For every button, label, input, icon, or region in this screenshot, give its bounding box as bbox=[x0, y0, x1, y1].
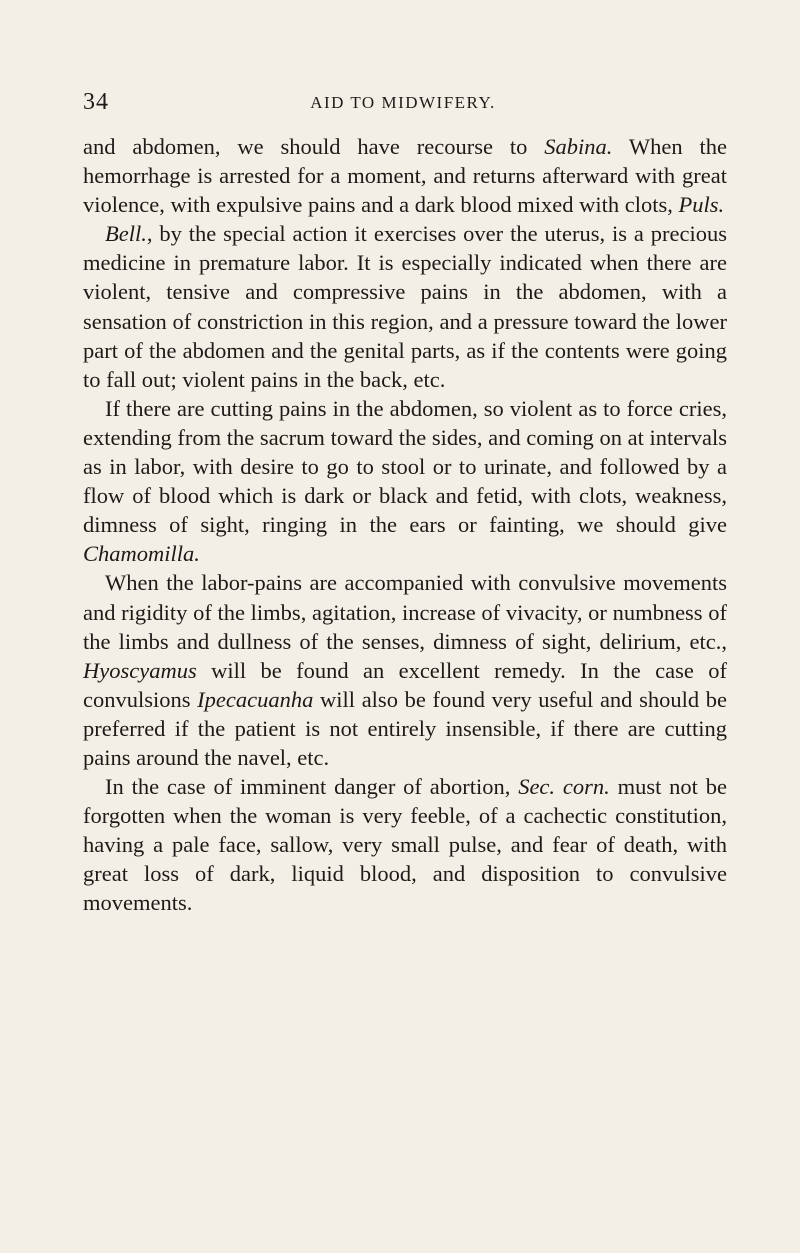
page-number: 34 bbox=[83, 89, 109, 115]
text-span: will be found an excellent remedy. In the case of convulsions bbox=[83, 657, 727, 712]
paragraph-sec-corn bbox=[83, 772, 727, 917]
text-span: When the labor-pains are accompanied with convulsive movements and rigidity of the limbs, agitation, increase of vivacity, or numbness of the limbs and dullness of the senses, dimness of sight, delirium, etc., bbox=[83, 570, 727, 654]
paragraph-chamomilla bbox=[83, 394, 727, 569]
text-span: will also be found very useful and should be preferred if the patient is not entirely insensible, if there are cutting pains around the navel, etc. bbox=[83, 686, 727, 770]
text-span: When the hemorrhage is arrested for a moment, and returns afterward with great violence, with expulsive pains and a dark blood mixed with clots, bbox=[83, 134, 727, 218]
remedy-name-ipecacuanha: Ipecacuanha bbox=[197, 686, 314, 712]
text-span: must not be forgotten when the woman is very feeble, of a cachectic constitution, having a pale face, sallow, very small pulse, and fear of death, with great loss of dark, liquid blood, and disposition to convulsive movements. bbox=[83, 774, 728, 916]
text-span: and abdomen, we should have recourse to bbox=[83, 134, 545, 159]
paragraph-hyoscyamus bbox=[83, 568, 727, 772]
text-span: If there are cutting pains in the abdomen, so violent as to force cries, extending from the sacrum toward the sides, and coming on at intervals as in labor, with desire to go to stool or to urinate, and followed by a flow of blood which is dark or black and fetid, with clots, weakness, dimness of sight, ringing in the ears or fainting, we should give bbox=[83, 395, 727, 538]
body-text bbox=[83, 132, 727, 918]
text-span: In the case of imminent danger of abortion, bbox=[105, 774, 519, 800]
remedy-name-chamomilla: Chamomilla. bbox=[83, 541, 200, 567]
running-head bbox=[83, 88, 723, 116]
text-span: , by the special action it exercises over the uterus, is a precious medicine in premature labor. It is especially indicated when there are violent, tensive and compressive pains in the abdomen, with a sensation of constriction in this region, and a pressure toward the lower part of the abdomen and the genital parts, as if the contents were going to fall out; violent pains in the back, etc. bbox=[83, 221, 727, 392]
paragraph-bell bbox=[83, 219, 727, 394]
remedy-name-sabina: Sabina. bbox=[544, 134, 613, 159]
paragraph-sabina bbox=[83, 132, 727, 219]
running-title: AID TO MIDWIFERY. bbox=[310, 93, 496, 112]
remedy-name-hyoscyamus: Hyoscyamus bbox=[83, 657, 197, 683]
remedy-name-bell: Bell. bbox=[105, 221, 147, 247]
remedy-name-sec-corn: Sec. corn. bbox=[518, 774, 610, 800]
remedy-name-puls: Puls. bbox=[678, 192, 725, 218]
